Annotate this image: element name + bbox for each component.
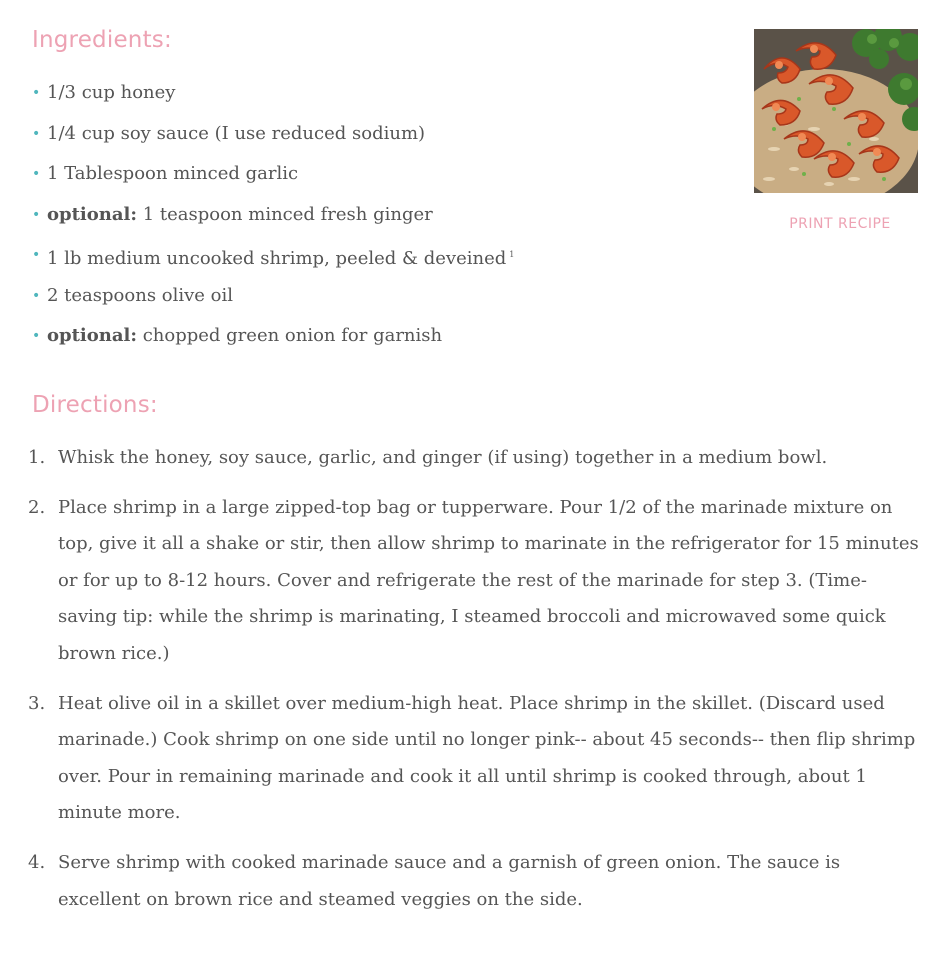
step-text: Heat olive oil in a skillet over medium-high heat. Place shrimp in the skillet. (Discard used marinade.) Cook shrimp on one side until no longer pink-- about 45 seconds-- then flip shrimp over. Pour in remaining marinade and cook it all until shrimp is cooked through, about 1 minute more.	[58, 692, 916, 824]
step-text: Whisk the honey, soy sauce, garlic, and ginger (if using) together in a medium bowl.	[58, 447, 828, 468]
bullet-icon: •	[32, 287, 41, 304]
ingredient-text: 2 teaspoons olive oil	[47, 284, 234, 306]
ingredient-item	[32, 74, 732, 115]
ingredient-text: 1 teaspoon minced fresh ginger	[136, 203, 433, 225]
ingredient-item	[32, 277, 732, 318]
ingredient-item	[32, 236, 732, 277]
bullet-icon: •	[32, 85, 41, 101]
recipe-photo	[754, 29, 918, 193]
direction-step	[28, 686, 923, 832]
print-recipe-button[interactable]: PRINT RECIPE	[789, 216, 891, 232]
ingredient-item	[32, 115, 732, 156]
ingredient-bold: optional:	[47, 325, 137, 346]
direction-step	[28, 440, 923, 477]
step-number: 1.	[28, 447, 46, 468]
step-text: Serve shrimp with cooked marinade sauce and a garnish of green onion. The sauce is excellent on brown rice and steamed veggies on the side.	[58, 851, 841, 910]
ingredient-item	[32, 317, 732, 358]
directions-heading: Directions:	[32, 392, 158, 418]
step-number: 2.	[28, 496, 46, 518]
direction-step	[28, 490, 923, 673]
ingredient-text: 1/3 cup honey	[47, 82, 176, 103]
ingredient-text: 1 lb medium uncooked shrimp, peeled & deveined	[47, 248, 507, 269]
ingredients-heading: Ingredients:	[32, 27, 172, 53]
bullet-icon: •	[32, 247, 41, 263]
bullet-icon: •	[32, 206, 41, 223]
bullet-icon: •	[32, 125, 41, 142]
bullet-icon: •	[32, 328, 41, 344]
ingredient-text: 1 Tablespoon minced garlic	[47, 163, 299, 184]
ingredient-item	[32, 155, 732, 196]
ingredient-text: 1/4 cup soy sauce (I use reduced sodium)	[47, 122, 426, 144]
shrimp-rice-photo-icon	[754, 29, 918, 193]
ingredient-bold: optional:	[47, 203, 137, 225]
step-number: 3.	[28, 692, 46, 714]
direction-step	[28, 845, 923, 918]
step-number: 4.	[28, 851, 46, 873]
ingredients-list	[32, 74, 732, 358]
footnote-link[interactable]: 1	[509, 250, 515, 259]
bullet-icon: •	[32, 166, 41, 182]
step-text: Place shrimp in a large zipped-top bag or tupperware. Pour 1/2 of the marinade mixture on top, give it all a shake or stir, then allow shrimp to marinate in the refrigerator for 15 minutes or for up to 8-12 hours. Cover and refrigerate the rest of the marinade for step 3. (Time-saving tip: while the shrimp is marinating, I steamed broccoli and microwaved some quick brown rice.)	[58, 496, 919, 664]
directions-list	[28, 440, 923, 931]
ingredient-text: chopped green onion for garnish	[136, 325, 443, 346]
ingredient-item	[32, 196, 732, 237]
